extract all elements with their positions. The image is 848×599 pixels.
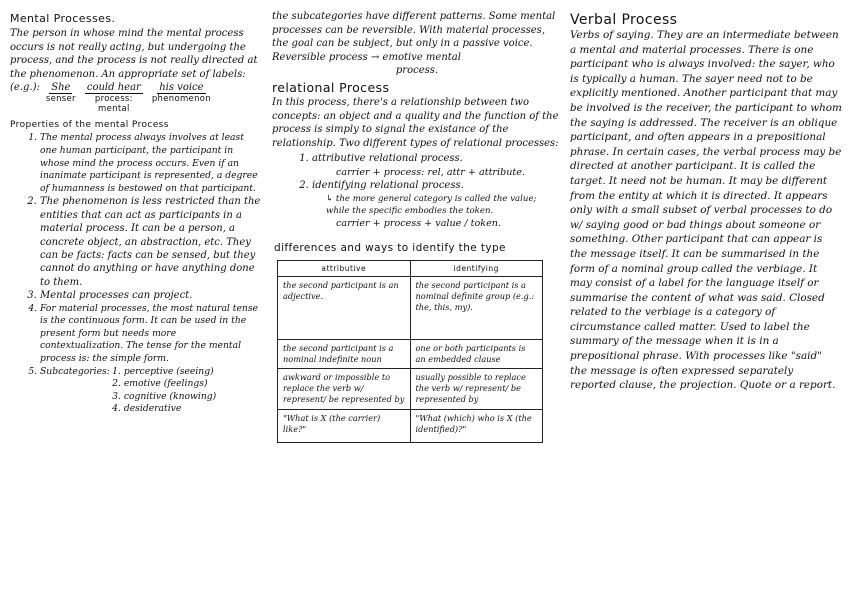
properties-heading: Properties of the mental Process (10, 120, 169, 131)
table-header: attributive (278, 260, 411, 276)
example-process (84, 82, 144, 114)
type-formula: carrier + process + value / token. (336, 217, 502, 229)
table-row (278, 409, 543, 442)
type-name: 1. attributive relational process. (312, 153, 463, 165)
type-note: ↳ the more general category is called the value; while the specific embodies the token. (326, 193, 537, 216)
table-header-row (278, 260, 543, 276)
example-tag: process: mental (94, 94, 133, 115)
relational-type-item (312, 152, 562, 179)
table-cell: awkward or impossible to replace the verb w/ represent/ be represented by (278, 368, 411, 409)
verbal-process-body: Verbs of saying. They are an intermediate between a mental and material processes. There is one participant who is always involved: the sayer, who is typically a human. The sayer need not to be explicitly mentioned. Another participant that may be involved is the receiver, the participant to whom the saying is addressed. The receiver is an oblique participant, and often appears in a prepositional phrase. In certain cases, the verbal process may be directed at another participant. It is called the target. It need not be human. It may be different from the entity at which it is directed. It appears only with a small subset of verbal processes to do w/ saying good or bad things about someone or something. Other participant that can appear is the message itself. It can be summarised in the form of a nominal group called the verbiage. It may consist of a label for the language itself or summarise the content of what was said. Closed related to the verbiage is a category of circumstance called matter. Used to label the summary of the message when it is in a prepositional phrase. With processes like "said" the message is often expressed separately reported clause, the projection. Quote or a report. (570, 29, 842, 392)
example-tag: phenomenon (151, 94, 211, 105)
table-row (278, 368, 543, 409)
table-header: identifying (410, 260, 543, 276)
table-cell: usually possible to replace the verb w/ represent/ be represented by (410, 368, 543, 409)
table-cell: "What is X (the carrier) like?" (278, 409, 411, 442)
table-cell: the second participant is an adjective. (278, 276, 411, 339)
type-formula: carrier + process: rel, attr + attribute. (336, 166, 525, 178)
mental-continuation (272, 10, 562, 78)
example-senser (46, 82, 76, 104)
example-prefix: (e.g.): (10, 82, 40, 94)
relational-process-intro: In this process, there's a relationship between two concepts: an object and a quality and the function of the process is simply to signal the existance of the relationship. Two different types of relational processes: (272, 96, 559, 149)
subcategories-block (40, 366, 262, 416)
continuation-end: process. (395, 65, 439, 77)
subcategories-list (110, 366, 216, 416)
table-cell: "What (which) who is X (the identified)?" (410, 409, 543, 442)
differences-heading: differences and ways to identify the type (274, 241, 506, 254)
properties-list (10, 132, 262, 416)
table-row (278, 276, 543, 339)
mental-process-heading: Mental Processes. (10, 12, 116, 25)
example-word: could hear (86, 82, 141, 94)
verbal-process-heading: Verbal Process (570, 12, 678, 28)
example-label-row (10, 82, 262, 114)
property-item (40, 366, 262, 416)
relational-process-heading: relational Process (272, 79, 390, 95)
example-word: She (51, 82, 71, 94)
column-verbal-process (570, 0, 842, 393)
table-cell: one or both participants is an embedded clause (410, 339, 543, 368)
relational-type-item (312, 179, 562, 230)
subcategory-item: 2. emotive (feelings) (124, 378, 216, 391)
example-word: his voice (159, 82, 204, 94)
example-tag: senser (45, 94, 76, 105)
relational-types-list (272, 152, 562, 230)
mental-process-intro: The person in whose mind the mental process occurs is not really acting, but undergoing the process, and the process is not really directed at the phenomenon. An appropriate set of labels: (10, 28, 258, 80)
property-item: 2. The phenomenon is less restricted than the entities that can act as participants in a material process. It can be a person, a concrete object, an abstraction, etc. They can be facts: facts can be sensed, but they cannot do anything or have anything done to them. (40, 195, 262, 289)
type-name: 2. identifying relational process. (312, 180, 464, 192)
column-relational-process (272, 0, 562, 443)
property-item: 3. Mental processes can project. (40, 289, 262, 302)
table-cell: the second participant is a nominal definite group (e.g.: the, this, my). (410, 276, 543, 339)
example-phenomenon (152, 82, 211, 104)
table-row (278, 339, 543, 368)
subcategory-item: 1. perceptive (seeing) (124, 366, 216, 379)
column-mental-processes (10, 0, 262, 416)
differences-table (277, 260, 543, 443)
subcategory-item: 4. desiderative (124, 403, 216, 416)
subcategory-item: 3. cognitive (knowing) (124, 391, 216, 404)
table-cell: the second participant is a nominal indefinite noun (278, 339, 411, 368)
property-item: 4. For material processes, the most natural tense is the continuous form. It can be used in the present form but needs more contextualization. The tense for the mental process is: the simple form. (40, 303, 262, 366)
continuation-text: the subcategories have different patterns. Some mental processes can be reversible. With material processes, the goal can be subject, but only in a passive voice. Reversible process → emotive mental (272, 11, 556, 63)
subcategories-label: 5. Subcategories: (40, 365, 110, 377)
property-item: 1. The mental process always involves at least one human participant, the participant in whose mind the process occurs. Even if an inanimate participant is represented, a degree of humanness is bestowed on that participant. (40, 132, 262, 195)
